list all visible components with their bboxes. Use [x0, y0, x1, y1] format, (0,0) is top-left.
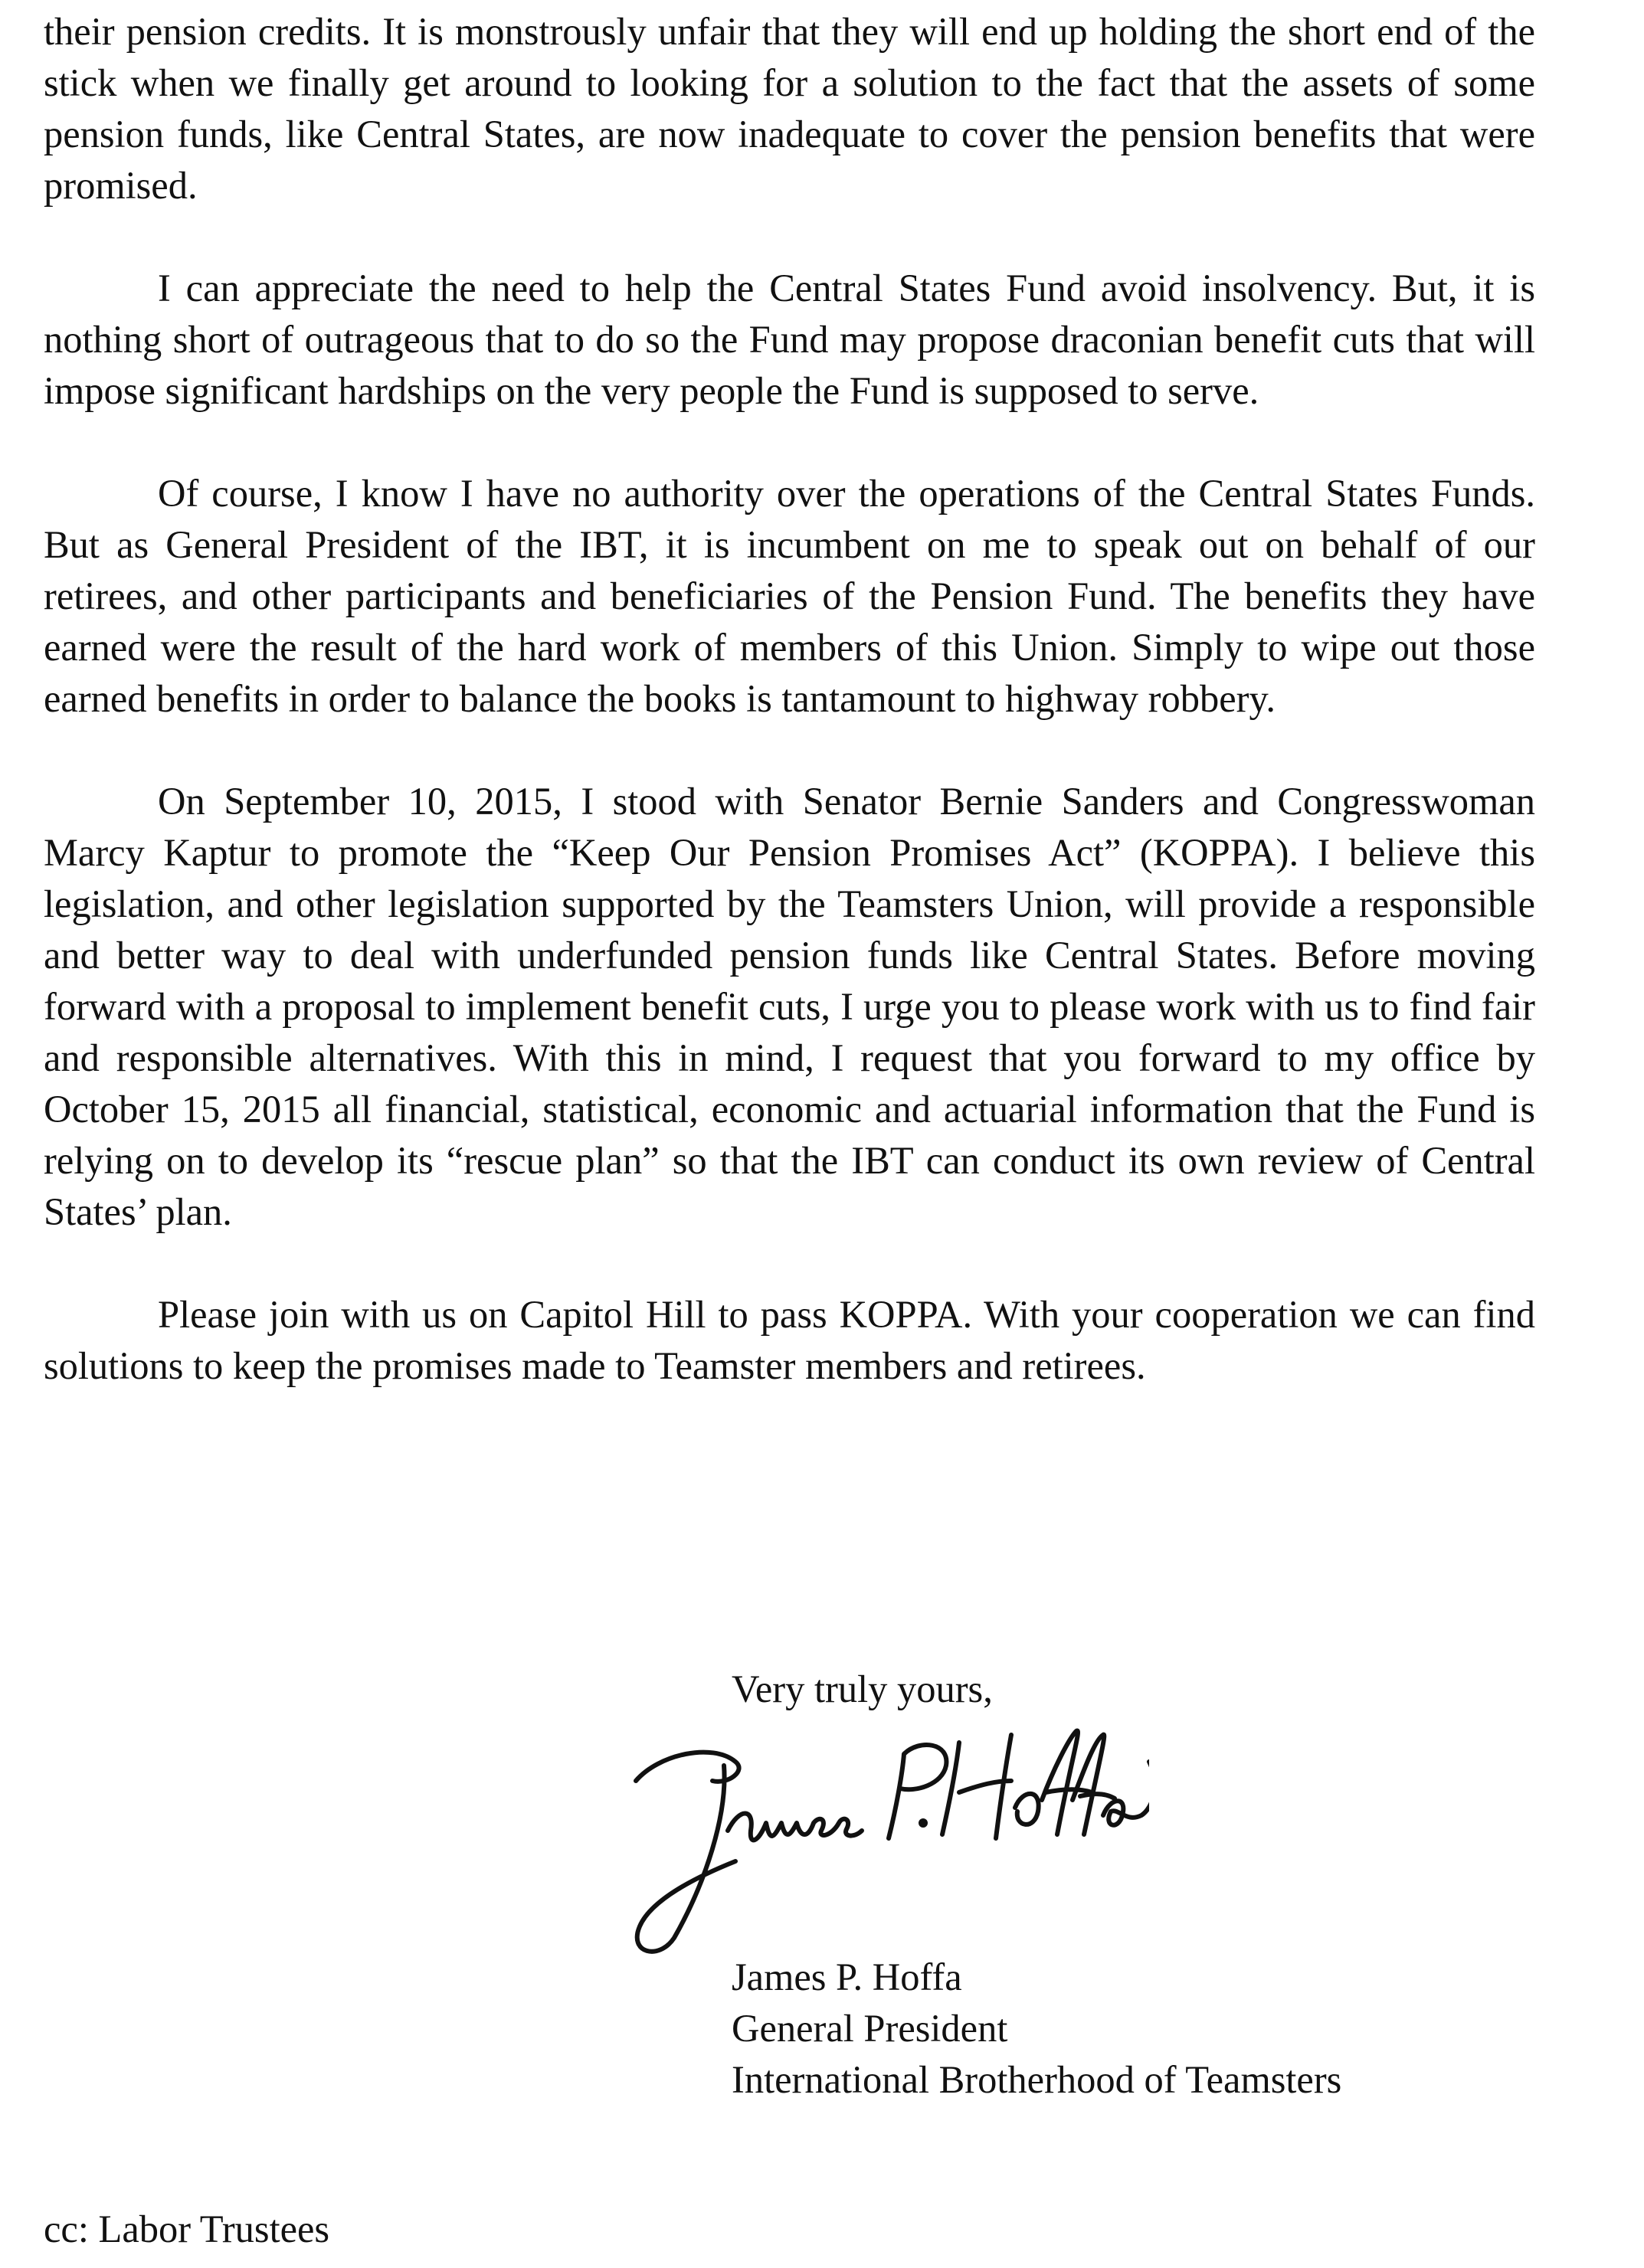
paragraph-pension-credits: their pension credits. It is monstrously unfair that they will end up holding the short end of the stick when we finally get around to looking for a solution to the fact that the assets of some pension funds, like Central States, are now inadequate to cover the pension benefits that were promised. [44, 10, 1535, 207]
letter-body [44, 6, 1535, 1392]
paragraph-capitol-hill: Please join with us on Capitol Hill to pass KOPPA. With your cooperation we can find solutions to keep the promises made to Teamster members and retirees. [44, 1293, 1535, 1387]
handwritten-signature [613, 1708, 1149, 1961]
paragraph-insolvency: I can appreciate the need to help the Central States Fund avoid insolvency. But, it is nothing short of outrageous that to do so the Fund may propose draconian benefit cuts that will impose significant hardships on the very people the Fund is supposed to serve. [44, 267, 1535, 412]
signer-title: General President [732, 2007, 1008, 2050]
signer-name: James P. Hoffa [732, 1955, 962, 1998]
cc-line: cc: Labor Trustees [44, 2207, 330, 2250]
signer-organization: International Brotherhood of Teamsters [732, 2058, 1342, 2101]
closing-salutation: Very truly yours, [732, 1667, 993, 1710]
paragraph-authority: Of course, I know I have no authority over the operations of the Central States Funds. But as General President of the IBT, it is incumbent on me to speak out on behalf of our retirees, and other participants and beneficiaries of the Pension Fund. The benefits they have earned were the result of the hard work of members of this Union. Simply to wipe out those earned benefits in order to balance the books is tantamount to highway robbery. [44, 472, 1535, 720]
paragraph-koppa: On September 10, 2015, I stood with Senator Bernie Sanders and Congresswoman Marcy Kaptur to promote the “Keep Our Pension Promises Act” (KOPPA). I believe this legislation, and other legislation supported by the Teamsters Union, will provide a responsible and better way to deal with underfunded pension funds like Central States. Before moving forward with a proposal to implement benefit cuts, I urge you to please work with us to find fair and responsible alternatives. With this in mind, I request that you forward to my office by October 15, 2015 all financial, statistical, economic and actuarial information that the Fund is relying on to develop its “rescue plan” so that the IBT can conduct its own review of Central States’ plan. [44, 780, 1535, 1233]
signature-block [732, 1952, 1341, 2106]
